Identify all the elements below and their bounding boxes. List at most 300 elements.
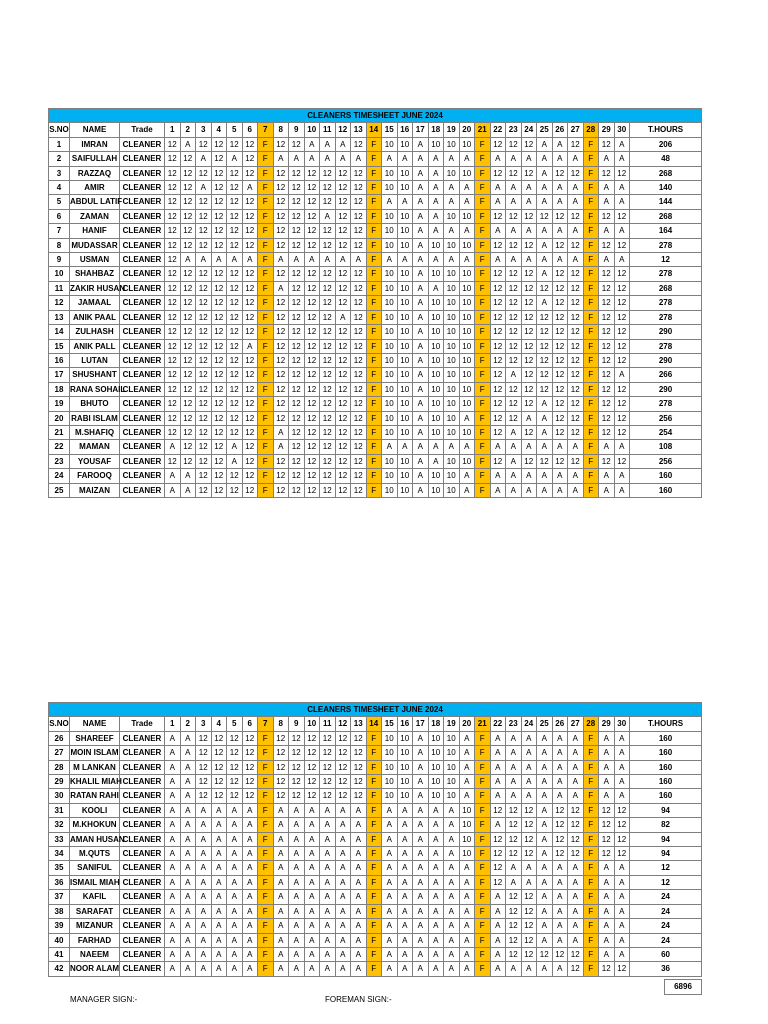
cell-day: 12 [614,803,630,817]
cell-day: A [568,224,584,238]
cell-day: A [382,253,398,267]
cell-day: A [413,803,429,817]
table-row [49,397,702,411]
cell-day: A [614,919,630,933]
cell-day: 12 [273,483,289,497]
cell-day: 12 [180,397,196,411]
cell-day: 12 [506,397,522,411]
cell-day: 12 [599,166,615,180]
cell-day: F [475,166,491,180]
cell-day: A [397,947,413,961]
table-row [49,411,702,425]
cell-day: 12 [289,339,305,353]
cell-day: A [242,890,258,904]
cell-day: 12 [599,411,615,425]
cell-total: 268 [630,281,702,295]
cell-day: F [475,890,491,904]
cell-day: 10 [444,137,460,151]
cell-day: 10 [397,775,413,789]
cell-day: 12 [490,166,506,180]
cell-day: F [258,803,274,817]
cell-day: F [258,325,274,339]
cell-day: F [583,397,599,411]
cell-day: 12 [614,818,630,832]
cell-day: 12 [335,746,351,760]
cell-day: 10 [397,325,413,339]
cell-day: 12 [320,296,336,310]
cell-day: 12 [614,847,630,861]
cell-sno: 25 [49,483,70,497]
table-row [49,454,702,468]
cell-trade: CLEANER [120,962,165,976]
cell-day: A [521,731,537,745]
cell-day: A [552,861,568,875]
cell-day: 12 [506,832,522,846]
cell-day: F [258,411,274,425]
cell-day: F [583,832,599,846]
cell-day: 12 [351,310,367,324]
cell-day: A [242,803,258,817]
header-day: 17 [413,123,429,137]
cell-day: 12 [273,454,289,468]
cell-day: 10 [444,425,460,439]
cell-sno: 41 [49,947,70,961]
cell-day: A [351,832,367,846]
cell-day: 12 [242,483,258,497]
cell-day: 12 [196,166,212,180]
cell-day: 12 [552,238,568,252]
cell-day: F [475,933,491,947]
cell-day: 12 [242,789,258,803]
cell-day: A [320,137,336,151]
cell-day: F [583,962,599,976]
cell-day: 10 [397,411,413,425]
cell-day: A [382,832,398,846]
cell-day: 10 [444,454,460,468]
cell-day: F [475,238,491,252]
cell-day: F [583,310,599,324]
cell-day: A [599,890,615,904]
cell-day: 12 [320,325,336,339]
cell-day: 12 [521,382,537,396]
cell-name: FAROOQ [70,469,120,483]
table-row [49,325,702,339]
cell-day: 12 [289,195,305,209]
cell-day: A [397,847,413,861]
cell-name: SHAHBAZ [70,267,120,281]
cell-day: 12 [552,425,568,439]
cell-sno: 22 [49,440,70,454]
cell-day: F [258,789,274,803]
cell-day: A [506,962,522,976]
cell-day: A [599,181,615,195]
cell-day: 12 [599,281,615,295]
cell-day: A [304,137,320,151]
cell-day: 10 [382,224,398,238]
cell-day: 12 [351,281,367,295]
cell-day: 12 [521,209,537,223]
cell-day: A [490,181,506,195]
cell-day: A [196,875,212,889]
cell-day: A [351,861,367,875]
cell-day: 12 [506,137,522,151]
cell-sno: 17 [49,368,70,382]
cell-day: A [335,310,351,324]
cell-day: A [196,890,212,904]
cell-sno: 1 [49,137,70,151]
cell-day: 12 [180,209,196,223]
cell-day: A [351,904,367,918]
cell-day: 12 [552,368,568,382]
header-day: 7 [258,717,274,731]
cell-day: 12 [320,731,336,745]
cell-day: A [568,195,584,209]
cell-day: 12 [289,397,305,411]
cell-day: A [537,238,553,252]
cell-day: A [273,947,289,961]
cell-day: F [583,368,599,382]
cell-day: 12 [242,152,258,166]
header-day: 21 [475,717,491,731]
cell-day: 12 [211,209,227,223]
cell-day: A [444,875,460,889]
sheet-title: CLEANERS TIMESHEET JUNE 2024 [49,109,702,123]
cell-day: 12 [320,224,336,238]
cell-day: A [537,760,553,774]
cell-day: A [537,397,553,411]
cell-day: 12 [320,440,336,454]
cell-sno: 20 [49,411,70,425]
cell-day: A [289,818,305,832]
cell-trade: CLEANER [120,875,165,889]
cell-trade: CLEANER [120,310,165,324]
cell-day: 10 [459,353,475,367]
header-day: 18 [428,123,444,137]
cell-day: A [552,904,568,918]
cell-day: A [413,731,429,745]
cell-day: A [459,731,475,745]
cell-day: 12 [506,947,522,961]
cell-day: A [459,181,475,195]
cell-day: 10 [444,238,460,252]
cell-day: A [459,904,475,918]
cell-day: 12 [320,353,336,367]
cell-day: 12 [521,919,537,933]
cell-day: A [428,962,444,976]
cell-day: A [568,919,584,933]
cell-sno: 7 [49,224,70,238]
cell-day: A [444,861,460,875]
cell-day: 12 [335,731,351,745]
cell-day: A [537,861,553,875]
cell-day: 12 [180,368,196,382]
cell-day: 12 [320,397,336,411]
cell-day: A [165,483,181,497]
cell-day: 12 [165,253,181,267]
cell-day: A [490,933,506,947]
cell-day: 12 [227,238,243,252]
cell-name: BHUTO [70,397,120,411]
cell-day: 10 [459,339,475,353]
cell-day: A [382,195,398,209]
cell-trade: CLEANER [120,919,165,933]
cell-day: 12 [320,760,336,774]
cell-day: A [273,861,289,875]
cell-day: A [413,789,429,803]
cell-day: A [242,947,258,961]
cell-day: 12 [351,296,367,310]
cell-day: A [506,775,522,789]
cell-day: F [366,746,382,760]
cell-day: F [258,238,274,252]
cell-day: 10 [382,746,398,760]
cell-day: F [475,904,491,918]
cell-name: LUTAN [70,353,120,367]
cell-day: 10 [397,746,413,760]
cell-day: A [382,904,398,918]
cell-trade: CLEANER [120,775,165,789]
foreman-sign: FOREMAN SIGN:- [325,995,392,1004]
cell-day: 12 [227,195,243,209]
cell-day: A [242,962,258,976]
cell-day: 12 [521,325,537,339]
cell-day: 12 [320,789,336,803]
cell-total: 12 [630,253,702,267]
table-row [49,267,702,281]
cell-day: 12 [289,296,305,310]
cell-trade: CLEANER [120,425,165,439]
cell-name: MUDASSAR [70,238,120,252]
cell-day: F [258,875,274,889]
cell-total: 268 [630,166,702,180]
cell-day: 12 [552,166,568,180]
cell-day: A [521,440,537,454]
cell-day: A [165,890,181,904]
cell-day: 12 [568,832,584,846]
cell-day: A [490,440,506,454]
cell-day: 12 [521,847,537,861]
header-day: 15 [382,123,398,137]
cell-day: F [258,224,274,238]
cell-day: 12 [521,454,537,468]
cell-day: F [258,483,274,497]
cell-total: 140 [630,181,702,195]
cell-day: 10 [397,789,413,803]
cell-day: 12 [568,353,584,367]
cell-day: 12 [273,137,289,151]
cell-day: A [227,919,243,933]
cell-day: A [289,919,305,933]
cell-day: A [490,789,506,803]
cell-day: A [273,890,289,904]
cell-day: A [490,224,506,238]
header-total: T.HOURS [630,717,702,731]
cell-trade: CLEANER [120,731,165,745]
cell-day: A [196,933,212,947]
cell-day: A [413,919,429,933]
cell-day: 12 [351,760,367,774]
cell-day: A [537,440,553,454]
cell-day: F [583,947,599,961]
cell-day: 12 [568,296,584,310]
cell-name: M.SHAFIQ [70,425,120,439]
cell-day: 12 [211,454,227,468]
cell-sno: 10 [49,267,70,281]
cell-day: 12 [599,425,615,439]
cell-day: A [180,137,196,151]
cell-day: A [289,947,305,961]
cell-day: 12 [490,847,506,861]
cell-day: F [366,238,382,252]
cell-name: ABDUL LATIF [70,195,120,209]
cell-day: 12 [273,166,289,180]
cell-day: 10 [428,368,444,382]
cell-day: 12 [506,847,522,861]
header-day: 16 [397,717,413,731]
cell-name: MIZANUR [70,919,120,933]
cell-day: A [165,832,181,846]
cell-day: 12 [196,440,212,454]
cell-day: 12 [196,339,212,353]
cell-day: A [599,731,615,745]
cell-day: A [227,818,243,832]
cell-day: 10 [397,209,413,223]
cell-day: F [258,397,274,411]
cell-day: 12 [506,310,522,324]
cell-day: 12 [568,397,584,411]
cell-day: 12 [490,238,506,252]
cell-name: SANIFUL [70,861,120,875]
cell-day: A [273,933,289,947]
cell-day: A [614,253,630,267]
cell-day: A [506,861,522,875]
cell-day: 12 [196,789,212,803]
cell-day: A [599,933,615,947]
cell-name: FARHAD [70,933,120,947]
cell-day: 12 [599,339,615,353]
cell-sno: 4 [49,181,70,195]
cell-day: 12 [490,281,506,295]
cell-day: 12 [304,731,320,745]
cell-day: F [258,310,274,324]
cell-day: 12 [304,368,320,382]
header-day: 5 [227,123,243,137]
cell-day: A [165,775,181,789]
cell-day: A [459,224,475,238]
cell-day: 12 [242,454,258,468]
header-day: 6 [242,123,258,137]
cell-day: A [413,425,429,439]
cell-day: F [583,933,599,947]
cell-day: 12 [320,339,336,353]
cell-day: 10 [444,339,460,353]
cell-day: A [211,253,227,267]
cell-trade: CLEANER [120,469,165,483]
cell-day: 12 [273,310,289,324]
cell-trade: CLEANER [120,152,165,166]
cell-day: 12 [304,238,320,252]
cell-name: JAMAAL [70,296,120,310]
cell-day: 12 [211,339,227,353]
cell-name: NAEEM [70,947,120,961]
table-row [49,296,702,310]
cell-trade: CLEANER [120,746,165,760]
cell-day: 10 [459,832,475,846]
cell-day: A [490,775,506,789]
cell-day: A [506,746,522,760]
cell-day: F [583,238,599,252]
cell-day: A [351,847,367,861]
cell-day: A [568,875,584,889]
cell-day: 12 [552,353,568,367]
cell-day: A [599,483,615,497]
header-row [49,123,702,137]
cell-day: 12 [196,209,212,223]
cell-day: F [366,760,382,774]
cell-day: 12 [227,469,243,483]
cell-day: 12 [614,425,630,439]
cell-day: 12 [180,411,196,425]
cell-day: 12 [304,397,320,411]
cell-day: A [552,253,568,267]
cell-day: F [583,775,599,789]
cell-day: A [552,962,568,976]
cell-day: 12 [242,296,258,310]
cell-day: F [258,137,274,151]
cell-day: A [320,803,336,817]
cell-day: F [583,890,599,904]
cell-day: 10 [444,325,460,339]
cell-day: 10 [444,397,460,411]
cell-day: A [320,253,336,267]
cell-day: A [537,253,553,267]
cell-day: A [552,224,568,238]
cell-day: A [180,775,196,789]
cell-day: 10 [428,789,444,803]
cell-day: 12 [165,382,181,396]
cell-day: F [258,339,274,353]
cell-trade: CLEANER [120,353,165,367]
cell-day: F [475,947,491,961]
cell-day: A [552,152,568,166]
cell-day: A [351,152,367,166]
header-day: 9 [289,717,305,731]
header-day: 15 [382,717,398,731]
cell-total: 24 [630,890,702,904]
cell-day: A [165,440,181,454]
cell-day: 12 [165,224,181,238]
cell-day: 12 [320,181,336,195]
cell-day: A [335,847,351,861]
cell-day: F [366,775,382,789]
cell-day: 10 [397,454,413,468]
cell-day: 10 [444,731,460,745]
cell-day: F [475,181,491,195]
cell-day: 12 [320,483,336,497]
cell-day: A [490,195,506,209]
cell-day: 12 [211,397,227,411]
cell-day: 12 [568,454,584,468]
cell-name: M LANKAN [70,760,120,774]
cell-day: 12 [599,296,615,310]
cell-day: F [366,425,382,439]
cell-day: 12 [552,339,568,353]
cell-sno: 9 [49,253,70,267]
cell-day: 12 [211,224,227,238]
cell-day: A [180,789,196,803]
cell-day: A [506,253,522,267]
cell-total: 12 [630,861,702,875]
